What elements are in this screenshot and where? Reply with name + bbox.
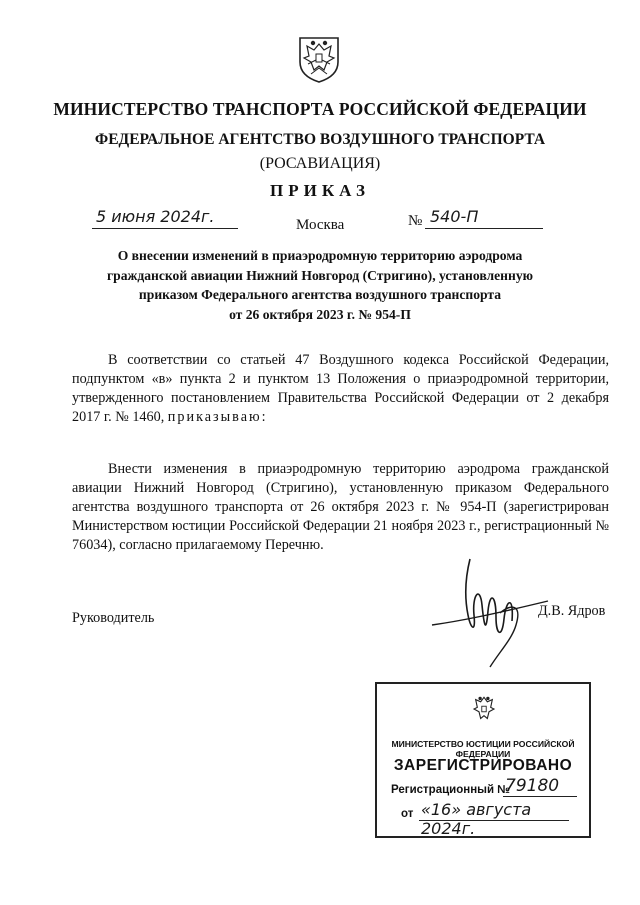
preamble-paragraph [72,351,609,427]
number-sign: № [408,213,423,229]
operative-paragraph: Внести изменения в приаэродромную территорию аэродрома гражданской авиации Нижний Новгород (Стригино), установленную приказом Федерального агентства воздушного транспорта от 26 октября 2023 г. № 954-П (зарегистрирован Министерством юстиции Российской Федерации 21 ноября 2023 г., регистрационный № 76034), согласно прилагаемому Перечню. [72,461,609,553]
ministry-name: МИНИСТЕРСТВО ТРАНСПОРТА РОССИЙСКОЙ ФЕДЕРАЦИИ [53,99,587,119]
stamp-ministry: МИНИСТЕРСТВО ЮСТИЦИИ РОССИЙСКОЙ ФЕДЕРАЦИИ [391,739,575,759]
coat-of-arms-icon [470,694,498,724]
coat-of-arms-icon [296,30,342,84]
stamp-number-underline [503,796,577,797]
subject-line: О внесении изменений в приаэродромную территорию аэродрома [117,248,523,263]
order-subject [90,246,550,324]
preamble-end: : [261,409,266,425]
order-date-handwritten: 5 июня 2024г. [96,207,215,226]
order-number-handwritten: 540-П [430,207,479,226]
subject-line: гражданской авиации Нижний Новгород (Стригино), установленную [106,267,534,283]
stamp-registered: ЗАРЕГИСТРИРОВАНО [393,757,573,774]
stamp-date-underline [419,820,569,821]
order-verb: приказываю [167,409,262,425]
order-city: Москва [296,217,345,233]
number-underline [425,228,543,229]
stamp-date-value: «16» августа 2024г. [421,800,532,838]
signatory-title: Руководитель [72,610,155,626]
stamp-number-value: 79180 [505,776,560,796]
stamp-number-label: Регистрационный № [391,784,511,796]
document-type: ПРИКАЗ [270,181,370,200]
agency-name: ФЕДЕРАЛЬНОЕ АГЕНТСТВО ВОЗДУШНОГО ТРАНСПОРТА [94,131,546,148]
subject-line: приказом Федерального агентства воздушного транспорта [138,287,502,302]
registration-stamp [375,682,591,838]
signature-icon [430,555,550,670]
stamp-date-prefix: от [401,808,414,820]
preamble-text: В соответствии со статьей 47 Воздушного кодекса Российской Федерации, подпунктом «в» пункта 2 и пунктом 13 Положения о приаэродромной территории, утвержденного постановлением Правительства Российской Федерации от 2 декабря 2017 г. № 1460, [72,352,609,425]
date-underline [92,228,238,229]
agency-abbreviation: (РОСАВИАЦИЯ) [259,155,381,172]
subject-line: от 26 октября 2023 г. № 954-П [229,306,411,322]
signatory-name: Д.В. Ядров [538,603,606,619]
